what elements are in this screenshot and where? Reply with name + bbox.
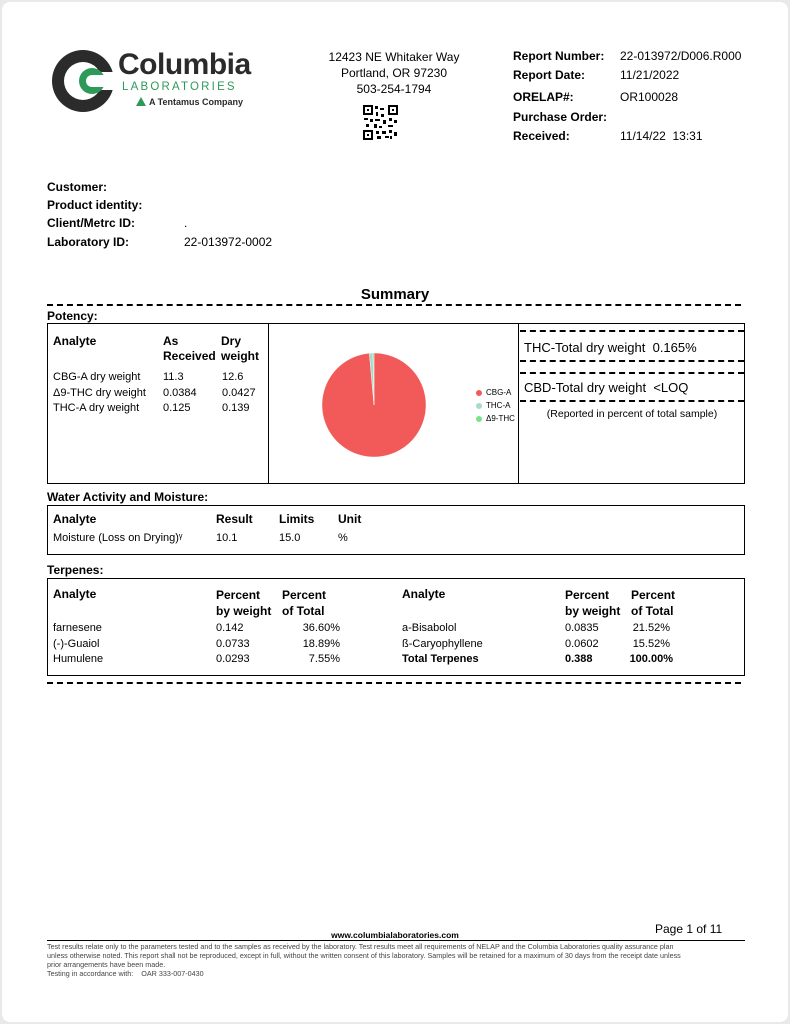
terp-left-total: 36.60% <box>302 622 340 634</box>
potency-row-as-received: 0.0384 <box>163 387 197 399</box>
totals-dash-2 <box>520 360 744 362</box>
logo-sub: LABORATORIES <box>122 81 237 93</box>
purchase-order-label: Purchase Order: <box>513 110 608 124</box>
report-page <box>2 2 788 1022</box>
footer-rule <box>47 940 745 941</box>
qr-code[interactable] <box>362 104 399 146</box>
pt-line-2: of Total <box>282 604 325 618</box>
legend-swatch-2 <box>476 416 482 422</box>
terpenes-title: Terpenes: <box>47 563 104 577</box>
disclaimer-line-3: prior arrangements have been made. <box>47 960 166 969</box>
received-label: Received: <box>513 129 570 143</box>
terp-left-weight: 0.0733 <box>216 638 250 650</box>
as-received-line-2: Received <box>163 349 216 363</box>
qr-code-icon <box>362 104 399 141</box>
water-header-analyte: Analyte <box>53 512 97 526</box>
pw-line-1: Percent <box>216 588 261 602</box>
terp-header-percent-total <box>282 587 326 619</box>
totals-dash-4 <box>520 400 744 402</box>
terp-header-percent-total-right <box>631 587 675 619</box>
water-title: Water Activity and Moisture: <box>47 490 209 504</box>
legend-label: THC-A <box>486 401 511 410</box>
terp-left-analyte: (-)-Guaiol <box>53 638 100 650</box>
tentamus-icon <box>136 97 146 106</box>
report-number-value: 22-013972/D006.R000 <box>620 49 742 63</box>
terp-left-analyte: Humulene <box>53 653 104 665</box>
terp-right-total: 21.52% <box>632 622 670 634</box>
legend-label: CBG-A <box>486 388 512 397</box>
water-unit: % <box>338 532 348 544</box>
cbd-total: CBD-Total dry weight <LOQ <box>524 380 689 395</box>
product-identity-label: Product identity: <box>47 198 143 212</box>
pie-legend <box>476 386 515 425</box>
report-number-label: Report Number: <box>513 49 605 63</box>
pw-line-2: by weight <box>216 604 272 618</box>
thc-total: THC-Total dry weight 0.165% <box>524 340 697 355</box>
customer-label: Customer: <box>47 180 108 194</box>
summary-title: Summary <box>360 286 430 303</box>
terp-right-total: 15.52% <box>632 638 670 650</box>
terp-right-weight: 0.0835 <box>565 622 599 634</box>
pw-line-1: Percent <box>565 588 610 602</box>
potency-row-as-received: 0.125 <box>163 402 191 414</box>
potency-row-dry: 12.6 <box>222 371 244 383</box>
as-received-line-1: As <box>163 334 179 348</box>
terp-left-total: 18.89% <box>302 638 340 650</box>
pt-line-1: Percent <box>282 588 327 602</box>
report-date-value: 11/21/2022 <box>620 68 680 82</box>
summary-divider <box>47 304 741 306</box>
terp-total-label: Total Terpenes <box>402 653 479 665</box>
potency-row-analyte: CBG-A dry weight <box>53 371 141 383</box>
logo-name: Columbia <box>118 48 251 81</box>
totals-dash-3 <box>520 372 744 374</box>
legend-item <box>476 399 515 412</box>
report-date-label: Report Date: <box>513 68 586 82</box>
logo-mark-icon <box>48 46 118 116</box>
testing-label: Testing in accordance with: <box>47 969 134 978</box>
water-header-limits: Limits <box>279 512 315 526</box>
potency-header-as-received <box>163 334 216 364</box>
legend-item <box>476 386 515 399</box>
terp-header-analyte: Analyte <box>53 587 97 601</box>
pt-line-2: of Total <box>631 604 674 618</box>
potency-row-analyte: THC-A dry weight <box>53 402 140 414</box>
laboratory-id-label: Laboratory ID: <box>47 235 130 249</box>
terp-left-weight: 0.142 <box>216 622 244 634</box>
water-header-unit: Unit <box>338 512 362 526</box>
water-limits: 15.0 <box>279 532 301 544</box>
dry-line-2: weight <box>221 349 259 363</box>
potency-divider-1 <box>268 323 269 484</box>
website-link[interactable]: www.columbialaboratories.com <box>331 930 459 940</box>
potency-row-dry: 0.139 <box>222 402 250 414</box>
water-analyte: Moisture (Loss on Drying)ᵞ <box>53 532 183 544</box>
orelap-label: ORELAP#: <box>513 90 574 104</box>
water-box <box>47 505 745 555</box>
pt-line-1: Percent <box>631 588 676 602</box>
legend-label: Δ9-THC <box>486 414 515 423</box>
orelap-value: OR100028 <box>620 90 679 104</box>
company-logo <box>48 46 258 116</box>
laboratory-id-value: 22-013972-0002 <box>184 235 273 249</box>
water-result: 10.1 <box>216 532 238 544</box>
dry-line-1: Dry <box>221 334 242 348</box>
disclaimer-line-1: Test results relate only to the parameters tested and to the samples as received by the laboratory. Test results meet all requirements of NELAP and the Columbia Laboratories quality assurance plan <box>47 942 674 951</box>
potency-title: Potency: <box>47 309 98 323</box>
logo-tagline-text: A Tentamus Company <box>149 97 244 107</box>
address-line-2: Portland, OR 97230 <box>340 66 448 80</box>
terp-header-percent-weight <box>216 587 271 619</box>
logo-tagline <box>136 97 243 107</box>
testing-value: OAR 333-007-0430 <box>141 969 204 978</box>
terp-right-analyte: a-Bisabolol <box>402 622 457 634</box>
terp-left-analyte: farnesene <box>53 622 102 634</box>
terp-total-percent: 100.00% <box>629 653 673 665</box>
address-phone: 503-254-1794 <box>356 82 432 96</box>
disclaimer-line-2: unless otherwise noted. This report shall not be reproduced, except in full, without the written consent of this laboratory. Samples will be retained for a maximum of 30 days from the receipt date unless <box>47 951 681 960</box>
potency-row-dry: 0.0427 <box>222 387 256 399</box>
address-line-1: 12423 NE Whitaker Way <box>328 50 460 64</box>
reporting-note: (Reported in percent of total sample) <box>546 408 718 420</box>
client-metrc-value: . <box>184 216 188 230</box>
page-number: Page 1 of 11 <box>655 922 723 936</box>
terp-left-weight: 0.0293 <box>216 653 250 665</box>
terp-right-weight: 0.0602 <box>565 638 599 650</box>
legend-item <box>476 412 515 425</box>
potency-row-analyte: Δ9-THC dry weight <box>53 387 146 399</box>
terp-total-weight: 0.388 <box>565 653 593 665</box>
potency-divider-2 <box>518 323 519 484</box>
potency-header-analyte: Analyte <box>53 334 97 348</box>
terp-right-analyte: ß-Caryophyllene <box>402 638 483 650</box>
potency-pie-chart <box>302 332 502 472</box>
testing-line <box>47 969 747 978</box>
footer-disclaimer <box>47 942 747 978</box>
legend-swatch-1 <box>476 403 482 409</box>
legend-swatch-0 <box>476 390 482 396</box>
terpenes-bottom-divider <box>47 682 741 684</box>
terp-left-total: 7.55% <box>308 653 340 665</box>
potency-header-dry <box>221 334 259 364</box>
terp-header-analyte-right: Analyte <box>402 587 446 601</box>
pw-line-2: by weight <box>565 604 621 618</box>
water-header-result: Result <box>216 512 253 526</box>
received-value: 11/14/22 13:31 <box>620 129 703 143</box>
terp-header-percent-weight-right <box>565 587 620 619</box>
lab-address <box>300 49 488 97</box>
potency-row-as-received: 11.3 <box>163 371 184 383</box>
totals-dash-1 <box>520 330 744 332</box>
client-metrc-label: Client/Metrc ID: <box>47 216 136 230</box>
